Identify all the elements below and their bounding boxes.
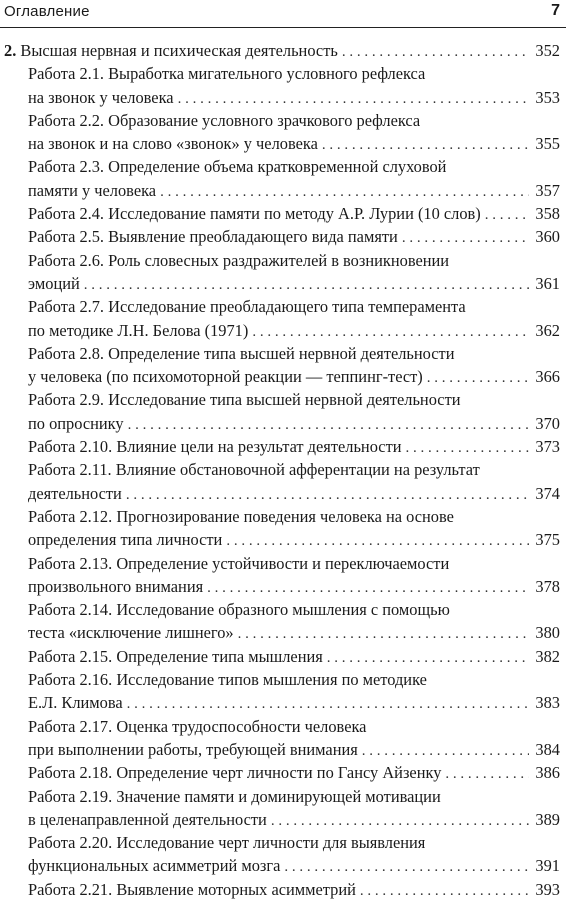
leader-dots xyxy=(238,623,530,646)
toc-entry-text: Работа 2.12. Прогнозирование поведения человека на основе xyxy=(28,506,454,526)
leader-dots xyxy=(342,41,530,64)
toc-chapter-text xyxy=(4,39,338,62)
leader-dots xyxy=(178,88,530,111)
leader-dots xyxy=(160,181,529,204)
running-head-title: Оглавление xyxy=(4,3,90,20)
toc-entry-text: произвольного внимания xyxy=(28,576,204,596)
leader-dots xyxy=(252,321,529,344)
toc-entry-text: Работа 2.6. Роль словесных раздражителей в возникновении xyxy=(28,250,450,270)
toc-entry-continuation[interactable] xyxy=(0,738,566,761)
toc-entry-text: Работа 2.3. Определение объема кратковременной слуховой xyxy=(28,157,447,177)
toc-entry[interactable] xyxy=(0,878,566,901)
page-number: 7 xyxy=(551,2,560,19)
toc-entry-text: теста «исключение лишнего» xyxy=(28,623,234,643)
leader-dots xyxy=(128,414,530,437)
toc-entry-text: Работа 2.9. Исследование типа высшей нервной деятельности xyxy=(28,390,461,410)
toc-entry-text: Работа 2.8. Определение типа высшей нервной деятельности xyxy=(28,343,455,363)
toc-page-number: 360 xyxy=(535,227,560,247)
toc-entries xyxy=(0,62,566,901)
toc-entry-text: Работа 2.13. Определение устойчивости и переключаемости xyxy=(28,553,450,573)
toc-page-number: 373 xyxy=(535,437,560,457)
toc-entry-text: Работа 2.16. Исследование типов мышления по методике xyxy=(28,670,427,690)
toc-entry[interactable] xyxy=(0,598,566,621)
toc-entry-text: функциональных асимметрий мозга xyxy=(28,856,281,876)
toc-entry-text: при выполнении работы, требующей внимания xyxy=(28,739,358,759)
toc-entry-text: Работа 2.19. Значение памяти и доминирующей мотивации xyxy=(28,786,441,806)
toc-page-number: 361 xyxy=(535,273,560,293)
toc-page-number: 352 xyxy=(535,41,560,60)
toc-entry[interactable] xyxy=(0,225,566,248)
toc-entry-text: эмоций xyxy=(28,273,80,293)
toc-page-number: 358 xyxy=(535,204,560,224)
toc-entry-continuation[interactable] xyxy=(0,86,566,109)
toc-entry-text: Работа 2.5. Выявление преобладающего вида памяти xyxy=(28,227,398,247)
leader-dots xyxy=(485,204,530,227)
toc-entry-text: памяти у человека xyxy=(28,180,157,200)
chapter-number: 2. xyxy=(4,41,17,60)
toc-page-number: 386 xyxy=(535,763,560,783)
toc-entry-continuation[interactable] xyxy=(0,365,566,388)
toc-entry[interactable] xyxy=(0,785,566,808)
toc-page-number: 382 xyxy=(535,646,560,666)
toc-entry[interactable] xyxy=(0,715,566,738)
toc-entry[interactable] xyxy=(0,505,566,528)
toc-page-number: 357 xyxy=(535,180,560,200)
toc-entry-text: Работа 2.18. Определение черт личности по Гансу Айзенку xyxy=(28,763,442,783)
leader-dots xyxy=(271,810,530,833)
toc-entry-text: Работа 2.21. Выявление моторных асимметрий xyxy=(28,879,356,899)
toc-entry[interactable] xyxy=(0,342,566,365)
toc-entry-text: Работа 2.1. Выработка мигательного условного рефлекса xyxy=(28,64,426,84)
toc-entry-text: Е.Л. Климова xyxy=(28,693,123,713)
toc-entry[interactable] xyxy=(0,295,566,318)
leader-dots xyxy=(445,763,529,786)
chapter-title: Высшая нервная и психическая деятельность xyxy=(20,41,338,60)
leader-dots xyxy=(327,647,530,670)
toc-entry-continuation[interactable] xyxy=(0,808,566,831)
toc-chapter[interactable] xyxy=(0,39,566,62)
toc-entry-continuation[interactable] xyxy=(0,272,566,295)
toc-entry-text: Работа 2.7. Исследование преобладающего типа темперамента xyxy=(28,297,466,317)
toc-page-number: 393 xyxy=(535,879,560,899)
table-of-contents xyxy=(0,39,566,901)
toc-entry-continuation[interactable] xyxy=(0,854,566,877)
toc-page-number: 383 xyxy=(535,693,560,713)
toc-entry-continuation[interactable] xyxy=(0,482,566,505)
toc-entry[interactable] xyxy=(0,249,566,272)
toc-entry[interactable] xyxy=(0,831,566,854)
toc-page-number: 362 xyxy=(535,320,560,340)
leader-dots xyxy=(284,856,529,879)
leader-dots xyxy=(360,880,529,903)
toc-entry-continuation[interactable] xyxy=(0,528,566,551)
toc-entry[interactable] xyxy=(0,109,566,132)
toc-entry-text: по методике Л.Н. Белова (1971) xyxy=(28,320,249,340)
toc-entry[interactable] xyxy=(0,388,566,411)
toc-entry-text: Работа 2.2. Образование условного зрачкового рефлекса xyxy=(28,110,421,130)
toc-entry[interactable] xyxy=(0,202,566,225)
toc-page-number: 353 xyxy=(535,87,560,107)
toc-page-number: 389 xyxy=(535,809,560,829)
toc-entry-text: определения типа личности xyxy=(28,530,223,550)
running-head xyxy=(0,0,566,28)
toc-entry[interactable] xyxy=(0,761,566,784)
toc-entry[interactable] xyxy=(0,458,566,481)
toc-entry-continuation[interactable] xyxy=(0,691,566,714)
leader-dots xyxy=(127,693,530,716)
toc-entry[interactable] xyxy=(0,435,566,458)
toc-entry-continuation[interactable] xyxy=(0,319,566,342)
toc-page-number: 375 xyxy=(535,530,560,550)
toc-entry-text: Работа 2.10. Влияние цели на результат деятельности xyxy=(28,437,402,457)
leader-dots xyxy=(402,227,530,250)
leader-dots xyxy=(84,274,530,297)
toc-page-number: 355 xyxy=(535,134,560,154)
toc-entry[interactable] xyxy=(0,668,566,691)
toc-entry-continuation[interactable] xyxy=(0,412,566,435)
leader-dots xyxy=(207,577,529,600)
toc-page-number: 374 xyxy=(535,483,560,503)
toc-page-number: 380 xyxy=(535,623,560,643)
toc-page-number: 370 xyxy=(535,413,560,433)
leader-dots xyxy=(126,484,530,507)
toc-entry[interactable] xyxy=(0,155,566,178)
toc-entry-text: Работа 2.14. Исследование образного мышления с помощью xyxy=(28,600,450,620)
toc-entry-continuation[interactable] xyxy=(0,179,566,202)
toc-entry-text: в целенаправленной деятельности xyxy=(28,809,267,829)
toc-entry-text: Работа 2.15. Определение типа мышления xyxy=(28,646,323,666)
toc-entry-text: Работа 2.20. Исследование черт личности для выявления xyxy=(28,833,426,853)
toc-entry-text: Работа 2.11. Влияние обстановочной афферентации на результат xyxy=(28,460,480,480)
leader-dots xyxy=(226,530,529,553)
toc-page-number: 384 xyxy=(535,739,560,759)
leader-dots xyxy=(427,367,530,390)
toc-entry-continuation[interactable] xyxy=(0,621,566,644)
toc-page-number: 366 xyxy=(535,367,560,387)
toc-entry-text: Работа 2.4. Исследование памяти по методу А.Р. Лурии (10 слов) xyxy=(28,204,481,224)
leader-dots xyxy=(406,437,530,460)
toc-entry[interactable] xyxy=(0,552,566,575)
leader-dots xyxy=(322,134,530,157)
toc-page-number: 391 xyxy=(535,856,560,876)
toc-page-number: 378 xyxy=(535,576,560,596)
leader-dots xyxy=(362,740,530,763)
toc-entry-text: Работа 2.17. Оценка трудоспособности человека xyxy=(28,716,367,736)
toc-entry-text: на звонок у человека xyxy=(28,87,174,107)
toc-entry[interactable] xyxy=(0,62,566,85)
toc-entry-continuation[interactable] xyxy=(0,575,566,598)
toc-entry-text: на звонок и на слово «звонок» у человека xyxy=(28,134,318,154)
toc-entry[interactable] xyxy=(0,645,566,668)
toc-entry-text: по опроснику xyxy=(28,413,124,433)
toc-entry-text: деятельности xyxy=(28,483,122,503)
toc-entry-continuation[interactable] xyxy=(0,132,566,155)
toc-entry-text: у человека (по психомоторной реакции — теппинг-тест) xyxy=(28,367,423,387)
